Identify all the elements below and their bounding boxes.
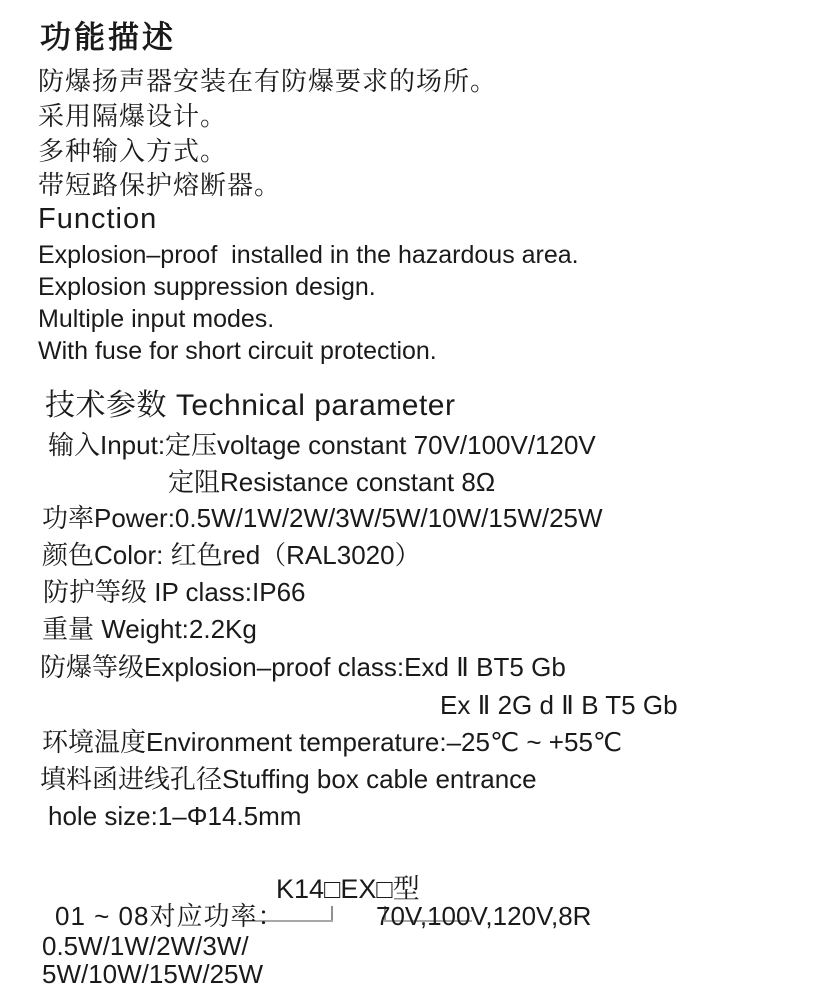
model-suffix: 型 [392,874,420,904]
spec-power: 功率Power:0.5W/1W/2W/3W/5W/10W/15W/25W [42,503,603,533]
spec-weight: 重量 Weight:2.2Kg [42,614,257,644]
technical-heading: 技术参数 Technical parameter [45,389,456,422]
spec-color: 颜色Color: 红色red（RAL3020） [42,540,421,570]
model-left-note-line-1: 01 ~ 08对应功率： [55,901,285,931]
model-mid: EX [340,874,377,904]
spec-stuffing-box-line2: hole size:1–Φ14.5mm [48,801,302,831]
function-en-line-1: Explosion–proof installed in the hazardous area. [38,241,579,269]
model-left-note-line-3: 5W/10W/15W/25W [42,959,264,989]
model-left-note-line-2: 0.5W/1W/2W/3W/ [42,931,249,961]
function-zh-line-2: 采用隔爆设计。 [38,101,228,131]
function-zh-line-4: 带短路保护熔断器。 [38,170,282,200]
spec-explosion-class-line1: 防爆等级Explosion–proof class:Exd Ⅱ BT5 Gb [40,652,566,682]
spec-input-voltage: 输入Input:定压voltage constant 70V/100V/120V [48,430,596,460]
model-right-note: 70V,100V,120V,8R [376,901,592,931]
function-en-line-2: Explosion suppression design. [38,273,376,301]
function-zh-line-3: 多种输入方式。 [38,136,228,166]
function-heading-en: Function [38,203,158,235]
model-square-power: □ [324,876,340,903]
function-en-line-3: Multiple input modes. [38,305,275,333]
model-square-voltage: □ [376,876,392,903]
function-zh-line-1: 防爆扬声器安装在有防爆要求的场所。 [38,66,498,96]
spec-stuffing-box-line1: 填料函进线孔径Stuffing box cable entrance [40,764,537,794]
spec-input-resistance: 定阻Resistance constant 8Ω [168,467,496,497]
spec-explosion-class-line2: Ex Ⅱ 2G d Ⅱ B T5 Gb [440,690,678,720]
spec-ip-class: 防护等级 IP class:IP66 [43,577,306,607]
spec-environment-temp: 环境温度Environment temperature:–25℃ ~ +55℃ [42,727,623,757]
function-heading-zh: 功能描述 [40,20,176,55]
function-en-line-4: With fuse for short circuit protection. [38,337,437,365]
model-prefix: K14 [276,874,325,904]
